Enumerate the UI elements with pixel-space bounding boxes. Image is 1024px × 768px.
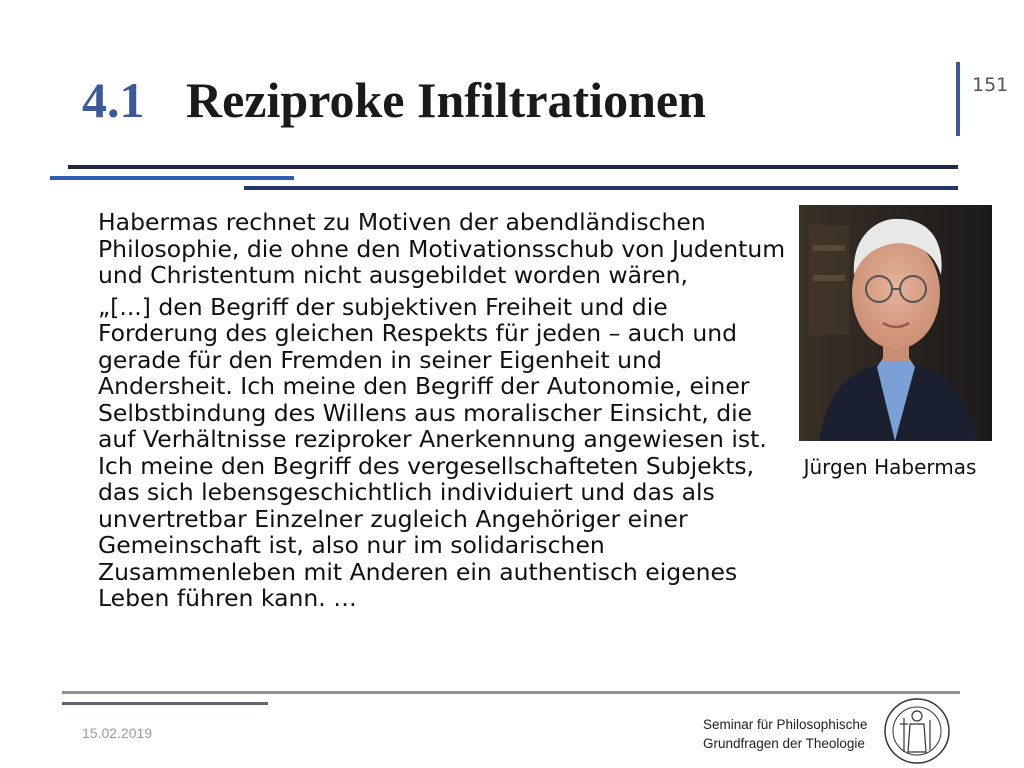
title-text: Reziproke Infiltrationen — [186, 72, 706, 128]
institution-line-2: Grundfragen der Theologie — [703, 736, 865, 751]
university-seal-icon — [882, 696, 952, 766]
portrait-illustration — [799, 205, 992, 441]
paragraph-quote: „[...] den Begriff der subjektiven Freiheit und die Forderung des gleichen Respekts für jeden – auch und gerade für den Fremden in seiner Eigenheit und Andersheit. Ich meine den Begriff der Autonomie, einer Selbstbindung des Willens aus moralischer Einsicht, die auf Verhältnisse reziproker Anerkennung angewiesen ist. Ich meine den Begriff des vergesellschafteten Subjekts, das sich lebensgeschichtlich individuiert und das als unvertretbar Einzelner zugleich Angehöriger einer Gemeinschaft ist, also nur im solidarischen Zusammenleben mit Anderen ein authentisch eigenes Leben führen kann. … — [98, 292, 767, 612]
institution-line-1: Seminar für Philosophische — [703, 717, 868, 732]
header-line-navy — [244, 186, 958, 190]
footer-date: 15.02.2019 — [82, 725, 153, 741]
header-line-dark — [68, 165, 958, 169]
section-number: 4.1 — [82, 72, 145, 128]
footer-line-short — [62, 702, 268, 705]
page-number: 151 — [972, 74, 1009, 96]
photo-caption: Jürgen Habermas — [803, 455, 977, 479]
footer-institution — [703, 715, 867, 753]
body-text — [98, 209, 788, 617]
slide-title — [82, 70, 706, 130]
page-number-bar — [956, 62, 960, 136]
portrait-photo — [799, 205, 992, 441]
paragraph-intro: Habermas rechnet zu Motiven der abendländischen Philosophie, die ohne den Motivationsschub von Judentum und Christentum nicht ausgebildet worden wären, — [98, 208, 786, 289]
header-line-blue — [50, 176, 294, 180]
footer-line-long — [62, 691, 960, 694]
